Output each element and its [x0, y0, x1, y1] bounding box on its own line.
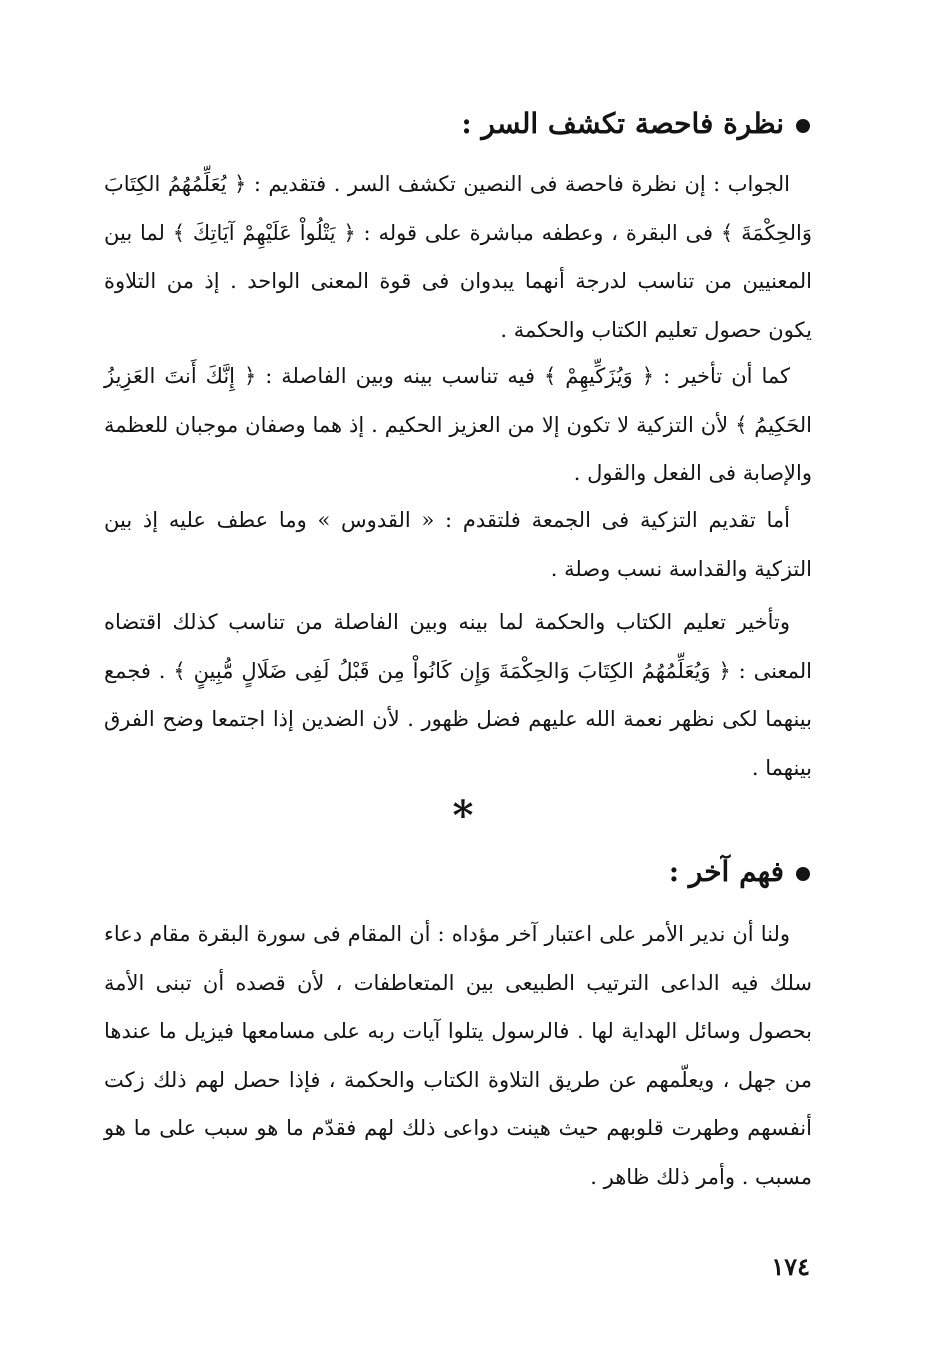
section-heading-text: فهم آخر : [668, 855, 784, 888]
paragraph-text: وتأخير تعليم الكتاب والحكمة لما بينه وبين الفاصلة من تناسب كذلك اقتضاه المعنى : ﴿ وَيُعَلِّمُهُمُ الكِتَابَ وَالحِكْمَةَ وَإِن كَانُواْ مِن قَبْلُ لَفِى ضَلَالٍ مُّبِينٍ ﴾ . فجمع بينهما لكى نظهر نعمة الله عليهم فضل ظهور . لأن الضدين إذا اجتمعا وضح الفرق بينهما . [104, 610, 812, 780]
paragraph-text: الجواب : إن نظرة فاحصة فى النصين تكشف السر . فتقديم : ﴿ يُعَلِّمُهُمُ الكِتَابَ وَالحِكْمَةَ ﴾ فى البقرة ، وعطفه مباشرة على قوله : ﴿ يَتْلُواْ عَلَيْهِمْ آيَاتِكَ ﴾ لما بين المعنيين من تناسب لدرجة أنهما يبدوان فى قوة المعنى الواحد . إذ من التلاوة يكون حصول تعليم الكتاب والحكمة . [104, 172, 812, 342]
page-number: ١٧٤ [771, 1252, 810, 1281]
section-heading [669, 852, 810, 892]
section-heading [461, 104, 810, 144]
section-heading-text: نظرة فاحصة تكشف السر : [461, 107, 784, 140]
section-separator: * [452, 792, 474, 839]
paragraph [104, 160, 812, 354]
bullet-icon [796, 867, 810, 881]
paragraph [104, 910, 812, 1201]
paragraph-text: كما أن تأخير : ﴿ وَيُزَكِّيهِمْ ﴾ فيه تناسب بينه وبين الفاصلة : ﴿ إِنَّكَ أَنتَ العَزِيزُ الحَكِيمُ ﴾ لأن التزكية لا تكون إلا من العزيز الحكيم . إذ هما وصفان موجبان للعظمة والإصابة فى الفعل والقول . [104, 364, 812, 485]
paragraph [104, 598, 812, 792]
paragraph-text: أما تقديم التزكية فى الجمعة فلتقدم : « القدوس » وما عطف عليه إذ بين التزكية والقداسة نسب وصلة . [104, 508, 812, 581]
paragraph [104, 352, 812, 498]
paragraph [104, 496, 812, 593]
bullet-icon [796, 119, 810, 133]
paragraph-text: ولنا أن ندير الأمر على اعتبار آخر مؤداه : أن المقام فى سورة البقرة مقام دعاء سلك فيه الداعى الترتيب الطبيعى بين المتعاطفات ، لأن قصده أن تبنى الأمة بحصول وسائل الهداية لها . فالرسول يتلوا آيات ربه على مسامعها فيزيل ما عندها من جهل ، ويعلّمهم عن طريق التلاوة الكتاب والحكمة ، فإذا حصل لهم ذلك زكت أنفسهم وطهرت قلوبهم حيث هينت دواعى ذلك لهم فقدّم ما هو سبب على ما هو مسبب . وأمر ذلك ظاهر . [104, 922, 812, 1189]
